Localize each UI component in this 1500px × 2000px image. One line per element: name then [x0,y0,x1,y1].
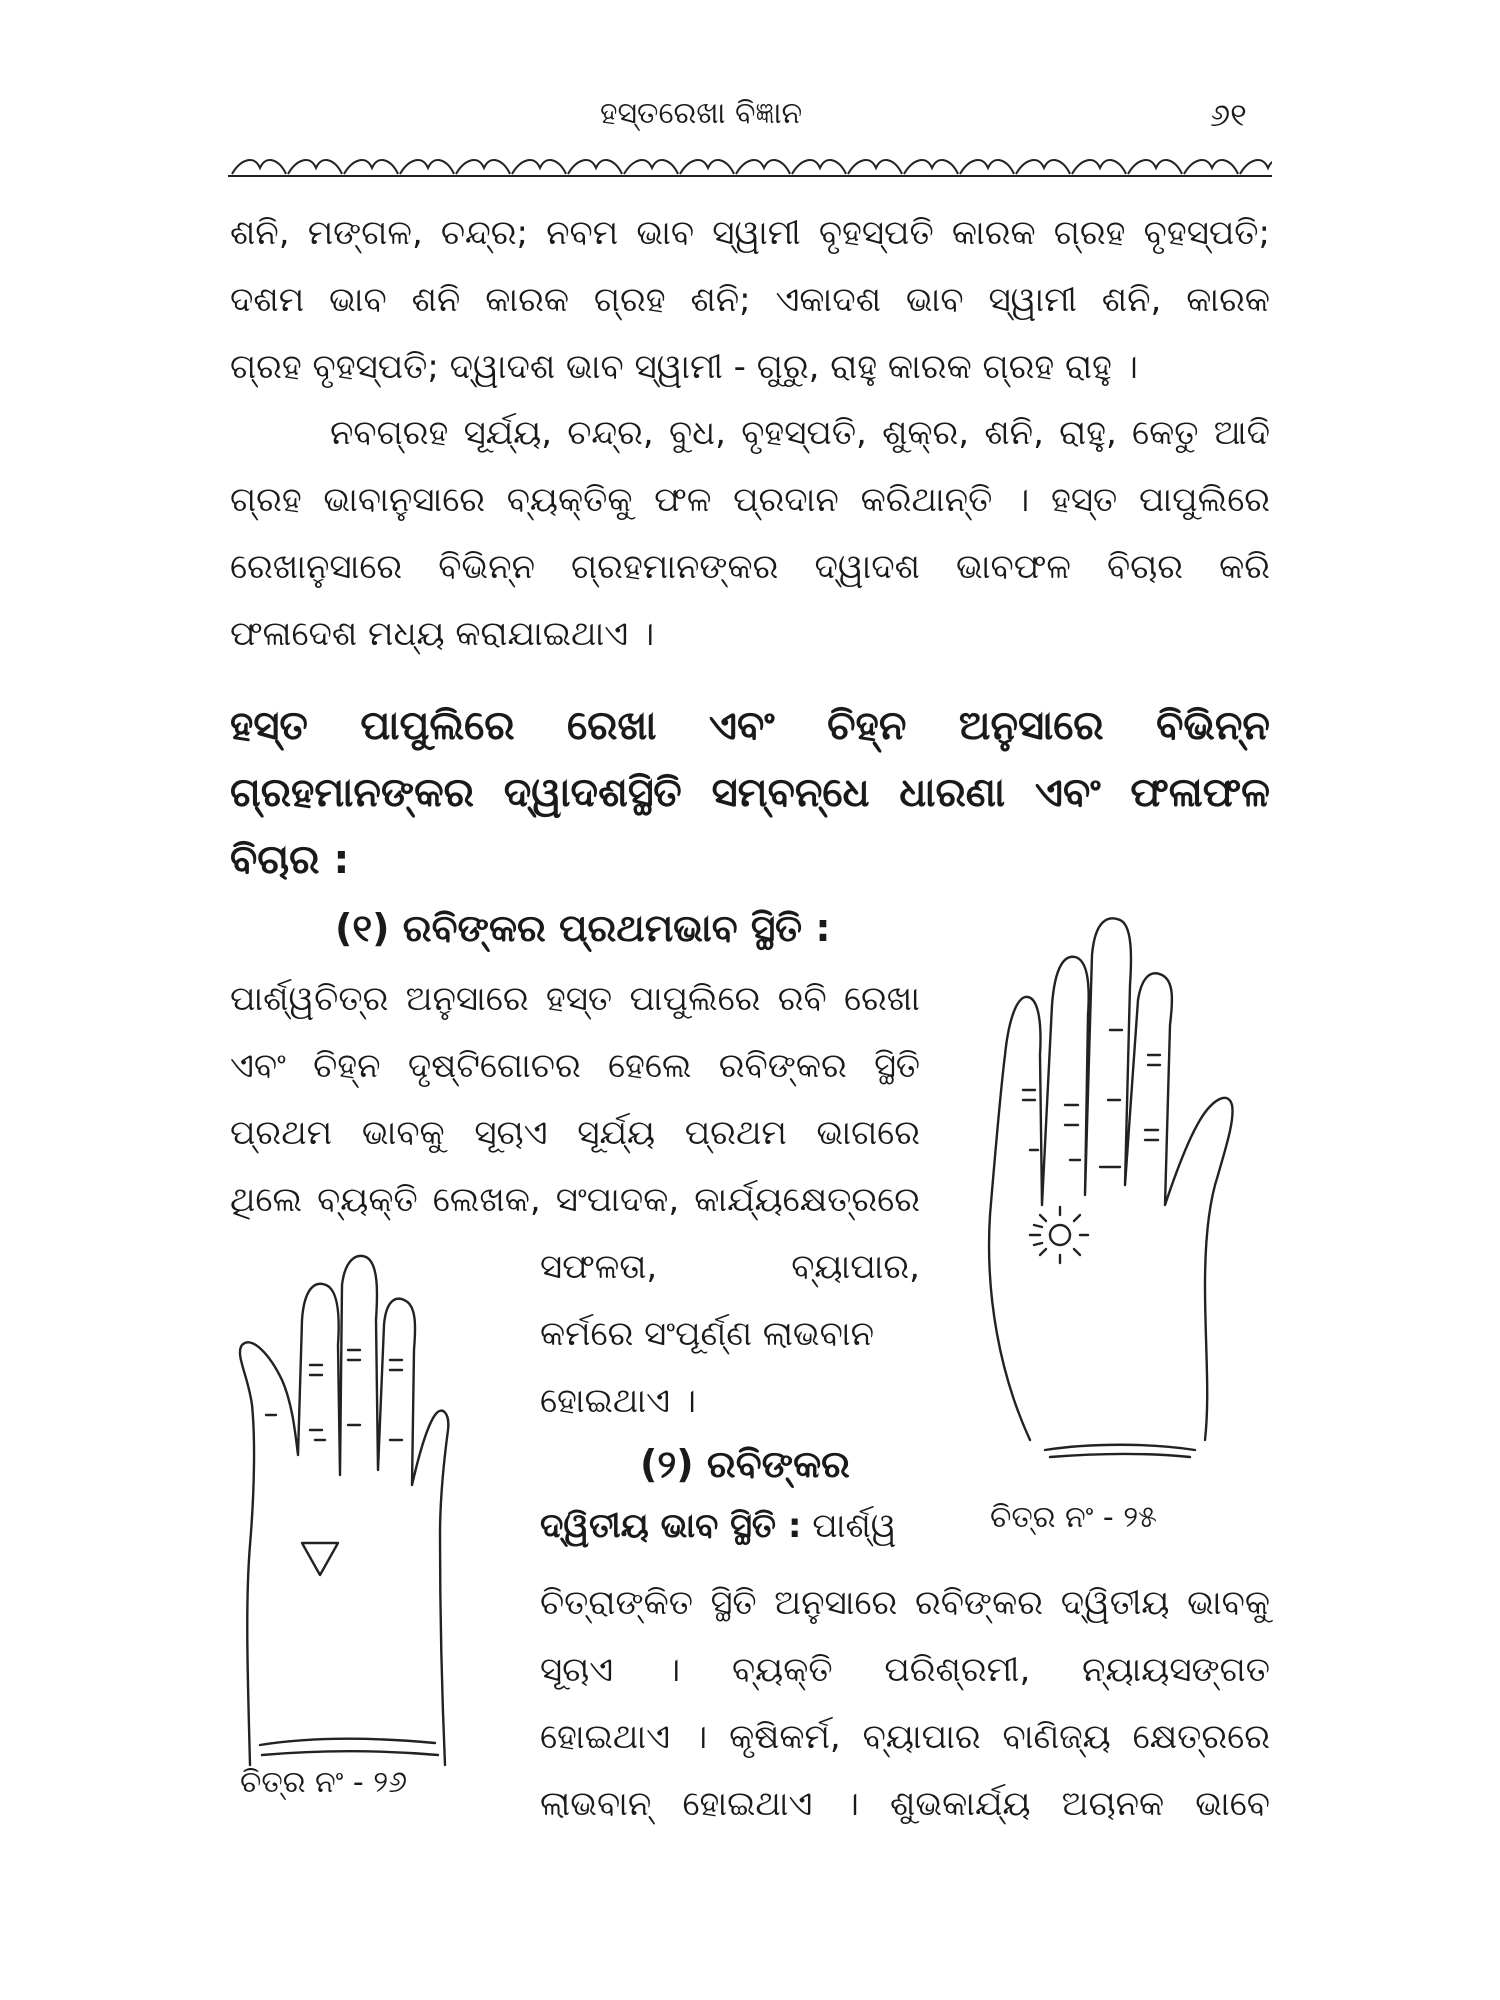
subheading-2-line [540,1506,896,1546]
heading-line: ହସ୍ତ ପାପୁଲିରେ ରେଖା ଏବଂ ଚିହ୍ନ ଅନୁସାରେ ବିଭିନ୍ନ [230,703,1270,749]
text-line: ଥିଲେ ବ୍ୟକ୍ତି ଲେଖକ, ସଂପାଦକ, କାର୍ଯ୍ୟକ୍ଷେତ୍ରରେ [230,1180,920,1220]
figure-26-caption: ଚିତ୍ର ନଂ - ୨୬ [240,1765,408,1800]
text-line: ନବଗ୍ରହ ସୂର୍ଯ୍ୟ, ଚନ୍ଦ୍ର, ବୁଧ, ବୃହସ୍ପତି, ଶୁକ୍ର, ଶନି, ରାହୁ, କେତୁ ଆଦି [330,413,1270,453]
figure-25-hand-drawing [960,905,1260,1465]
text-line: ସୂଚାଏ । ବ୍ୟକ୍ତି ପରିଶ୍ରମୀ, ନ୍ୟାୟସଙ୍ଗତ [540,1650,1270,1690]
subheading-1: (୧) ରବିଙ୍କର ପ୍ରଥମଭାବ ସ୍ଥିତି : [335,906,831,950]
text-line: ପାର୍ଶ୍ୱଚିତ୍ର ଅନୁସାରେ ହସ୍ତ ପାପୁଲିରେ ରବି ରେଖା [230,979,920,1019]
figure-26-hand-drawing [230,1245,530,1775]
subheading-2-tail: ପାର୍ଶ୍ୱ [812,1506,897,1546]
figure-25-caption: ଚିତ୍ର ନଂ - ୨୫ [990,1500,1157,1535]
text-line: ସଫଳତା, ବ୍ୟାପାର, [540,1247,920,1287]
text-line: ଗ୍ରହ ବୃହସ୍ପତି; ଦ୍ୱାଦଶ ଭାବ ସ୍ୱାମୀ - ଗୁରୁ, ରାହୁ କାରକ ଗ୍ରହ ରାହୁ । [230,347,1138,387]
heading-line: ବିଚାର : [230,837,350,883]
text-line: ଦଶମ ଭାବ ଶନି କାରକ ଗ୍ରହ ଶନି; ଏକାଦଶ ଭାବ ସ୍ୱାମୀ ଶନି, କାରକ [230,280,1270,320]
section-heading [230,693,1270,894]
text-line: ଚିତ୍ରାଙ୍କିତ ସ୍ଥିତି ଅନୁସାରେ ରବିଙ୍କର ଦ୍ୱିତୀୟ ଭାବକୁ [540,1583,1270,1623]
sub1-text-continued [540,1234,920,1435]
text-line: ରେଖାନୁସାରେ ବିଭିନ୍ନ ଗ୍ରହମାନଙ୍କର ଦ୍ୱାଦଶ ଭାବଫଳ ବିଚାର କରି [230,547,1270,587]
running-title: ହସ୍ତରେଖା ବିଜ୍ଞାନ [600,96,803,131]
text-line: ପ୍ରଥମ ଭାବକୁ ସୂଚାଏ ସୂର୍ଯ୍ୟ ପ୍ରଥମ ଭାଗରେ [230,1113,920,1153]
text-line: ଶନି, ମଙ୍ଗଳ, ଚନ୍ଦ୍ର; ନବମ ଭାବ ସ୍ୱାମୀ ବୃହସ୍ପତି କାରକ ଗ୍ରହ ବୃହସ୍ପତି; [230,213,1270,253]
subheading-2-title: ଦ୍ୱିତୀୟ ଭାବ ସ୍ଥିତି : [540,1506,802,1546]
sub2-text [540,1570,1270,1838]
text-line: ଏବଂ ଚିହ୍ନ ଦୃଷ୍ଟିଗୋଚର ହେଲେ ରବିଙ୍କର ସ୍ଥିତି [230,1046,920,1086]
heading-line: ଗ୍ରହମାନଙ୍କର ଦ୍ୱାଦଶସ୍ଥିତି ସମ୍ବନ୍ଧେ ଧାରଣା ଏବଂ ଫଳାଫଳ [230,770,1270,816]
text-line: ଲାଭବାନ୍ ହୋଇଥାଏ । ଶୁଭକାର୍ଯ୍ୟ ଅଚାନକ ଭାବେ [540,1784,1270,1824]
sub1-text [230,966,920,1234]
decorative-border [228,150,1272,180]
text-line: ଗ୍ରହ ଭାବାନୁସାରେ ବ୍ୟକ୍ତିକୁ ଫଳ ପ୍ରଦାନ କରିଥାନ୍ତି । ହସ୍ତ ପାପୁଲିରେ [230,480,1270,520]
text-line: ହୋଇଥାଏ । [540,1381,697,1421]
text-line: ଫଳାଦେଶ ମଧ୍ୟ କରାଯାଇଥାଏ । [230,614,655,654]
text-line: ହୋଇଥାଏ । କୃଷିକର୍ମ, ବ୍ୟାପାର ବାଣିଜ୍ୟ କ୍ଷେତ୍ରରେ [540,1717,1270,1757]
paragraph-2 [230,400,1270,668]
page-number: ୬୧ [1210,96,1247,134]
subheading-2: (୨) ରବିଙ୍କର [640,1442,850,1486]
paragraph-1 [230,200,1270,401]
text-line: କର୍ମରେ ସଂପୂର୍ଣ୍ଣ ଲାଭବାନ [540,1314,875,1354]
border-ornament [228,160,1272,176]
